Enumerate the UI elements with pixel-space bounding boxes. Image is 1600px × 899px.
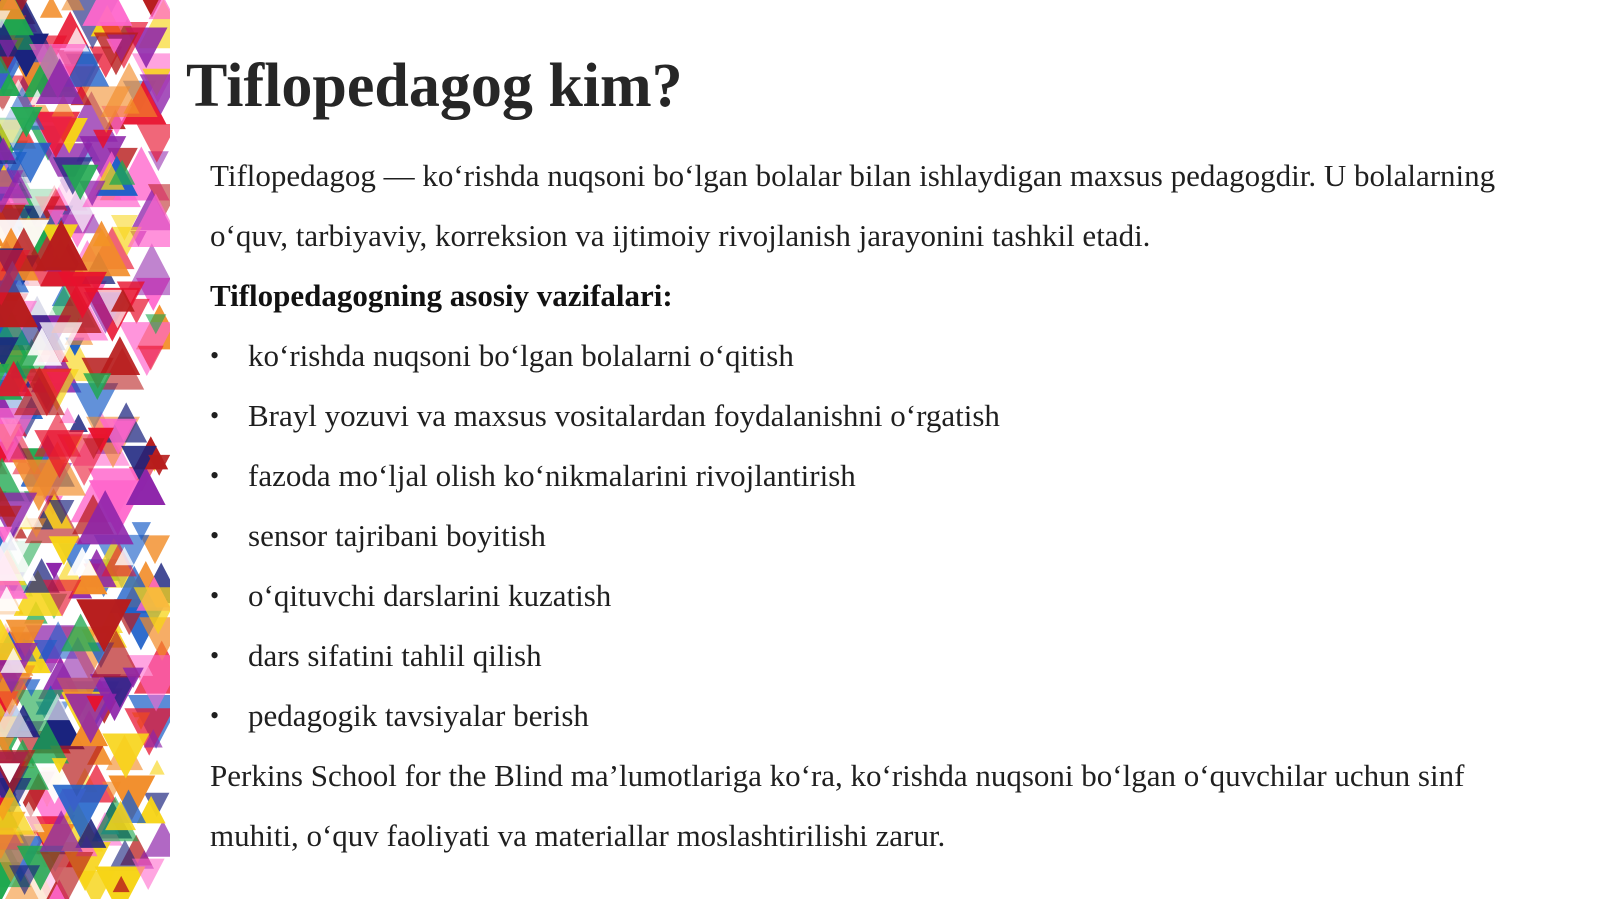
list-item bbox=[210, 446, 1510, 506]
bullet-icon: • bbox=[210, 341, 220, 370]
task-text: o‘qituvchi darslarini kuzatish bbox=[248, 578, 612, 613]
tasks-list bbox=[210, 326, 1510, 746]
list-item bbox=[210, 626, 1510, 686]
triangle-mosaic-decoration bbox=[0, 0, 170, 899]
bullet-icon: • bbox=[210, 641, 220, 670]
task-text: pedagogik tavsiyalar berish bbox=[248, 698, 589, 733]
bullet-icon: • bbox=[210, 521, 220, 550]
task-text: dars sifatini tahlil qilish bbox=[248, 638, 542, 673]
task-text: ko‘rishda nuqsoni bo‘lgan bolalarni o‘qitish bbox=[248, 338, 794, 373]
task-text: Brayl yozuvi va maxsus vositalardan foydalanishni o‘rgatish bbox=[248, 398, 1000, 433]
bullet-icon: • bbox=[210, 401, 220, 430]
bullet-icon: • bbox=[210, 701, 220, 730]
intro-paragraph: Tiflopedagog — ko‘rishda nuqsoni bo‘lgan bolalar bilan ishlaydigan maxsus pedagogdir. U bolalarning o‘quv, tarbiyaviy, korreksion va ijtimoiy rivojlanish jarayonini tashkil etadi. bbox=[210, 158, 1496, 253]
list-item bbox=[210, 686, 1510, 746]
task-text: fazoda mo‘ljal olish ko‘nikmalarini rivojlantirish bbox=[248, 458, 856, 493]
tasks-heading: Tiflopedagogning asosiy vazifalari: bbox=[210, 278, 673, 313]
list-item bbox=[210, 506, 1510, 566]
slide-body bbox=[210, 146, 1510, 866]
list-item bbox=[210, 386, 1510, 446]
closing-paragraph: Perkins School for the Blind ma’lumotlariga ko‘ra, ko‘rishda nuqsoni bo‘lgan o‘quvchilar uchun sinf muhiti, o‘quv faoliyati va materiallar moslashtirilishi zarur. bbox=[210, 758, 1465, 853]
task-text: sensor tajribani boyitish bbox=[248, 518, 546, 553]
slide-title: Tiflopedagog kim? bbox=[186, 52, 683, 120]
list-item bbox=[210, 566, 1510, 626]
bullet-icon: • bbox=[210, 461, 220, 490]
bullet-icon: • bbox=[210, 581, 220, 610]
list-item bbox=[210, 326, 1510, 386]
